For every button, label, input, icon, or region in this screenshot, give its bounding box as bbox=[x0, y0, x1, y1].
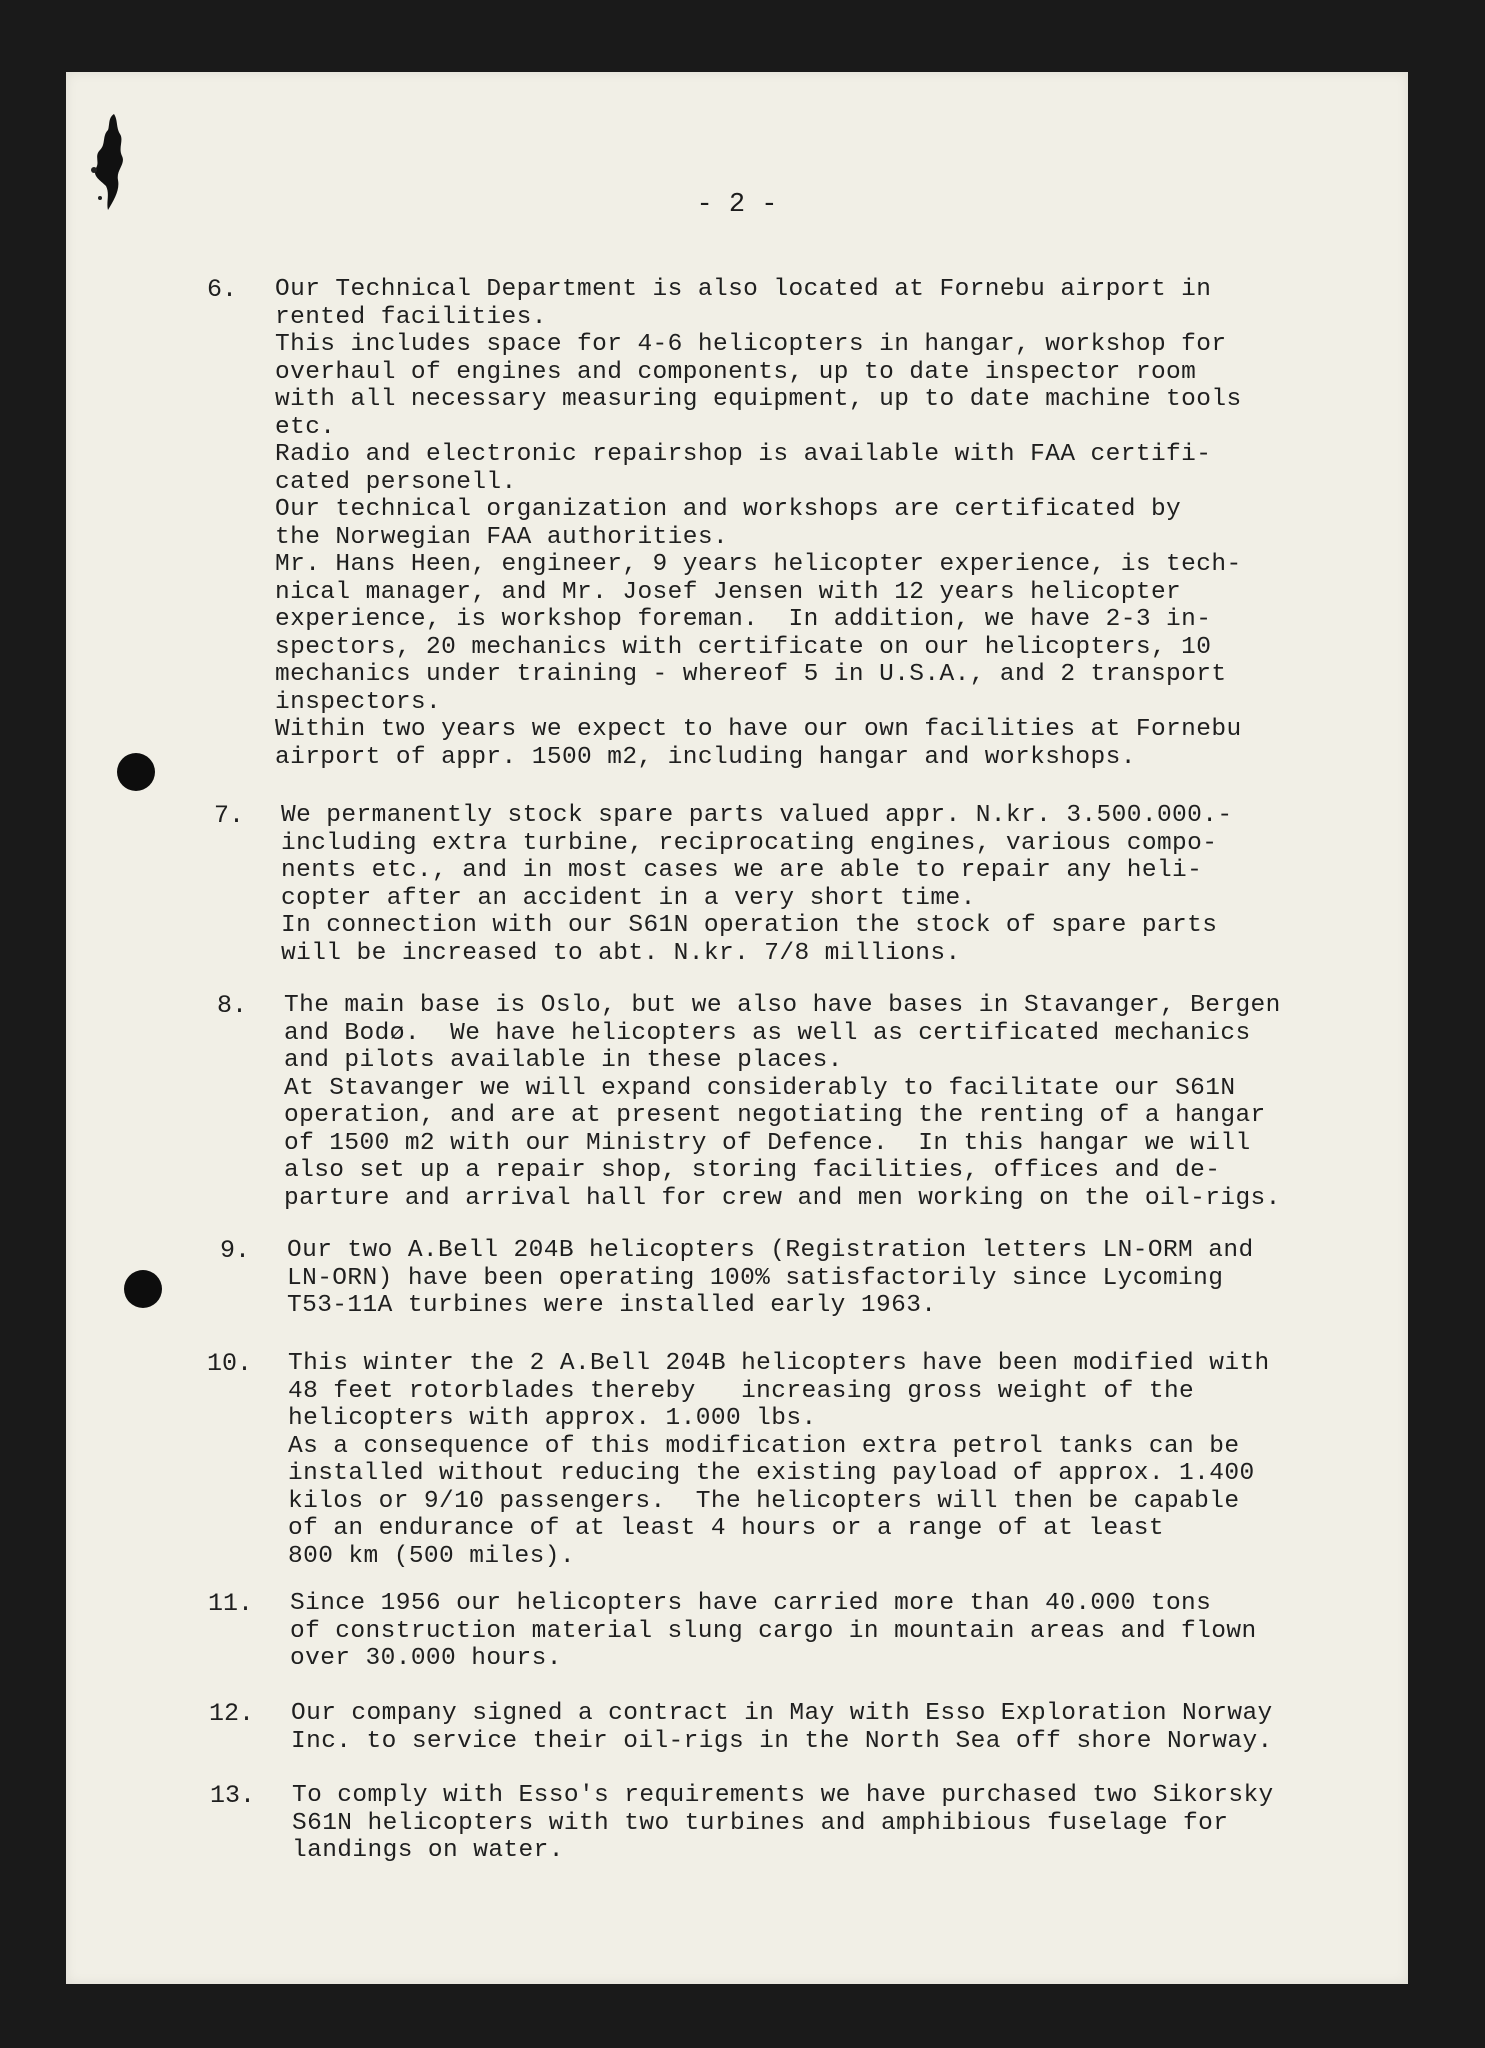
text-line: of 1500 m2 with our Ministry of Defence. In this hangar we will bbox=[284, 1129, 1251, 1157]
text-line: nents etc., and in most cases we are able to repair any heli- bbox=[281, 857, 1203, 884]
item-number-12: 12. bbox=[209, 1699, 255, 1728]
text-line: helicopters with approx. 1.000 lbs. bbox=[288, 1405, 817, 1432]
text-line: experience, is workshop foreman. In addition, we have 2-3 in- bbox=[275, 606, 1212, 633]
text-line: 800 km (500 miles). bbox=[288, 1542, 575, 1570]
text-line: parture and arrival hall for crew and men working on the oil-rigs. bbox=[284, 1184, 1281, 1212]
text-line: landings on water. bbox=[292, 1837, 564, 1864]
page-number: - 2 - bbox=[696, 190, 778, 220]
item-number-10: 10. bbox=[207, 1349, 253, 1378]
paragraph-13 bbox=[292, 1782, 1402, 1865]
paragraph-8 bbox=[284, 992, 1394, 1212]
paragraph-10 bbox=[288, 1350, 1398, 1570]
text-line: In connection with our S61N operation the stock of spare parts bbox=[281, 912, 1218, 939]
text-line: etc. bbox=[275, 413, 336, 441]
paragraph-9 bbox=[287, 1237, 1397, 1320]
text-line: Our company signed a contract in May with Esso Exploration Norway bbox=[291, 1700, 1273, 1727]
text-line: This winter the 2 A.Bell 204B helicopters have been modified with bbox=[288, 1350, 1270, 1377]
item-number-9: 9. bbox=[220, 1236, 251, 1265]
text-line: inspectors. bbox=[275, 688, 442, 716]
text-line: 48 feet rotorblades thereby increasing gross weight of the bbox=[288, 1377, 1195, 1405]
text-line: To comply with Esso's requirements we have purchased two Sikorsky bbox=[292, 1782, 1274, 1809]
item-number-13: 13. bbox=[210, 1781, 256, 1810]
text-line: Within two years we expect to have our own facilities at Fornebu bbox=[275, 716, 1242, 743]
text-line: nical manager, and Mr. Josef Jensen with 12 years helicopter bbox=[275, 578, 1182, 606]
text-line: also set up a repair shop, storing facilities, offices and de- bbox=[284, 1157, 1221, 1184]
text-line: installed without reducing the existing payload of approx. 1.400 bbox=[288, 1460, 1255, 1487]
paragraph-11 bbox=[290, 1590, 1400, 1673]
paragraph-7 bbox=[281, 802, 1391, 967]
text-line: overhaul of engines and components, up to date inspector room bbox=[275, 358, 1197, 386]
text-line: operation, and are at present negotiating the renting of a hangar bbox=[284, 1102, 1266, 1129]
item-number-7: 7. bbox=[214, 801, 245, 830]
text-line: As a consequence of this modification extra petrol tanks can be bbox=[288, 1432, 1240, 1460]
text-line: the Norwegian FAA authorities. bbox=[275, 523, 729, 551]
paragraph-12 bbox=[291, 1700, 1401, 1755]
text-line: Since 1956 our helicopters have carried more than 40.000 tons bbox=[290, 1590, 1212, 1617]
paragraph-6 bbox=[275, 276, 1385, 771]
text-line: Radio and electronic repairshop is available with FAA certifi- bbox=[275, 441, 1212, 468]
text-line: airport of appr. 1500 m2, including hangar and workshops. bbox=[275, 743, 1136, 771]
text-line: The main base is Oslo, but we also have bases in Stavanger, Bergen bbox=[284, 992, 1281, 1019]
text-line: Mr. Hans Heen, engineer, 9 years helicopter experience, is tech- bbox=[275, 551, 1242, 578]
text-line: and pilots available in these places. bbox=[284, 1047, 843, 1074]
text-line: We permanently stock spare parts valued appr. N.kr. 3.500.000.- bbox=[281, 802, 1233, 829]
text-line: This includes space for 4-6 helicopters in hangar, workshop for bbox=[275, 331, 1227, 358]
item-number-11: 11. bbox=[208, 1589, 254, 1618]
text-line: including extra turbine, reciprocating engines, various compo- bbox=[281, 829, 1218, 857]
text-line: of an endurance of at least 4 hours or a range of at least bbox=[288, 1515, 1164, 1542]
punch-hole-top bbox=[117, 753, 155, 791]
text-line: spectors, 20 mechanics with certificate on our helicopters, 10 bbox=[275, 633, 1212, 661]
punch-hole-bottom bbox=[124, 1270, 162, 1308]
item-number-6: 6. bbox=[207, 275, 238, 304]
text-line: of construction material slung cargo in mountain areas and flown bbox=[290, 1617, 1257, 1645]
text-line: kilos or 9/10 passengers. The helicopters will then be capable bbox=[288, 1487, 1240, 1515]
text-line: cated personell. bbox=[275, 468, 517, 496]
item-number-8: 8. bbox=[217, 991, 248, 1020]
text-line: with all necessary measuring equipment, up to date machine tools bbox=[275, 386, 1242, 413]
text-line: LN-ORN) have been operating 100% satisfactorily since Lycoming bbox=[287, 1264, 1224, 1292]
text-line: and Bodø. We have helicopters as well as certificated mechanics bbox=[284, 1019, 1251, 1047]
text-line: Our technical organization and workshops are certificated by bbox=[275, 496, 1182, 523]
text-line: At Stavanger we will expand considerably to facilitate our S61N bbox=[284, 1074, 1236, 1102]
document-page bbox=[66, 72, 1408, 1984]
text-line: copter after an accident in a very short time. bbox=[281, 884, 976, 912]
text-line: rented facilities. bbox=[275, 303, 547, 331]
text-line: Our Technical Department is also located at Fornebu airport in bbox=[275, 276, 1212, 303]
text-line: mechanics under training - whereof 5 in U.S.A., and 2 transport bbox=[275, 661, 1227, 688]
text-line: T53-11A turbines were installed early 1963. bbox=[287, 1292, 937, 1319]
text-line: Inc. to service their oil-rigs in the North Sea off shore Norway. bbox=[291, 1727, 1273, 1755]
text-line: will be increased to abt. N.kr. 7/8 millions. bbox=[281, 939, 961, 967]
text-line: over 30.000 hours. bbox=[290, 1645, 562, 1672]
text-line: Our two A.Bell 204B helicopters (Registration letters LN-ORM and bbox=[287, 1237, 1254, 1264]
text-line: S61N helicopters with two turbines and amphibious fuselage for bbox=[292, 1809, 1229, 1837]
